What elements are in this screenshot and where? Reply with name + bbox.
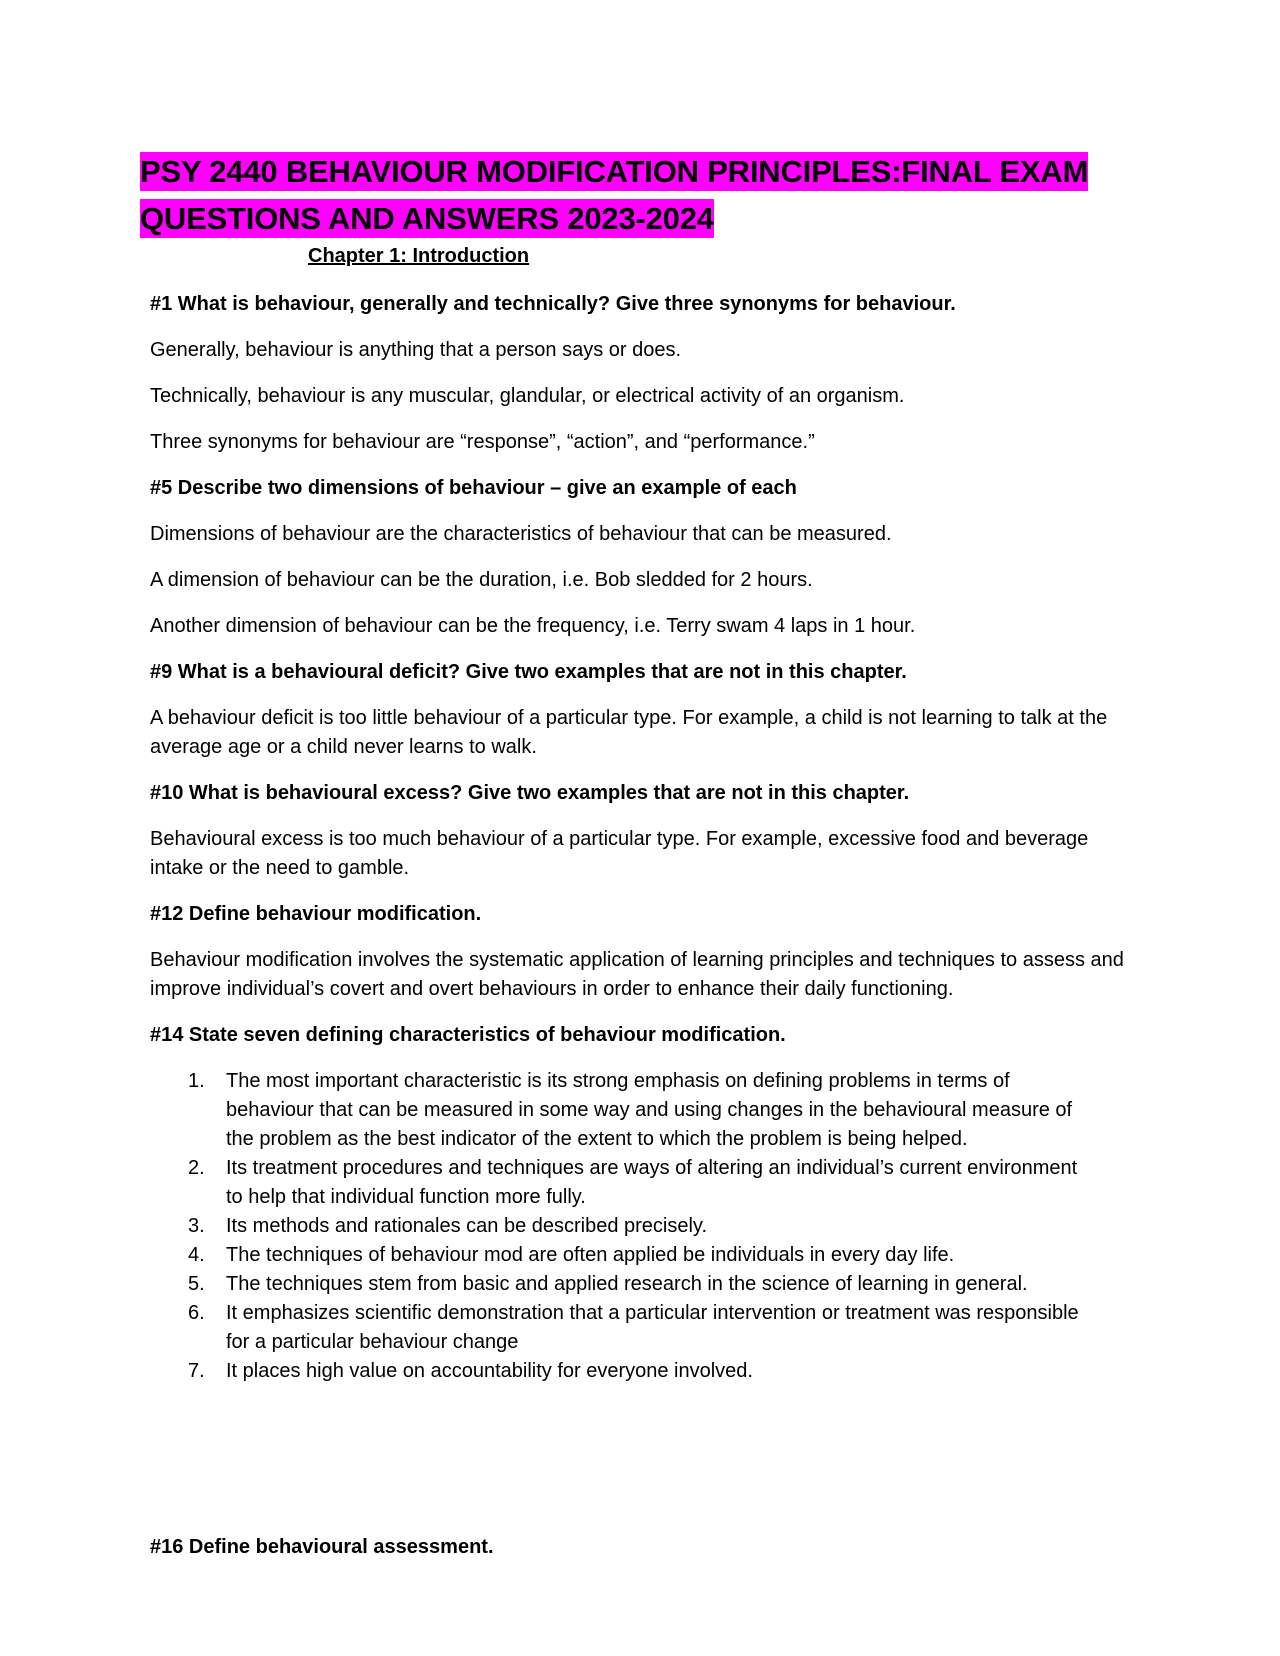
list-item xyxy=(150,1067,1086,1154)
answer-1-synonyms: Three synonyms for behaviour are “response”, “action”, and “performance.” xyxy=(150,431,815,453)
list-item-number: 6. xyxy=(188,1302,205,1324)
list-item-number: 3. xyxy=(188,1215,205,1237)
list-item xyxy=(150,1154,1086,1212)
answer-1-general: Generally, behaviour is anything that a person says or does. xyxy=(150,339,682,361)
question-5: #5 Describe two dimensions of behaviour – give an example of each xyxy=(150,477,797,499)
answer-12: Behaviour modification involves the systematic application of learning principles and techniques to assess and improve individual’s covert and overt behaviours in order to enhance their daily functioning. xyxy=(150,949,1124,1000)
chapter-heading: Chapter 1: Introduction xyxy=(308,245,530,267)
question-16: #16 Define behavioural assessment. xyxy=(150,1536,494,1558)
list-item-text: The techniques of behaviour mod are often applied be individuals in every day life. xyxy=(226,1244,955,1266)
list-item-number: 1. xyxy=(188,1070,205,1092)
list-item-number: 4. xyxy=(188,1244,205,1266)
document-title xyxy=(140,148,1150,242)
question-12: #12 Define behaviour modification. xyxy=(150,903,482,925)
title-highlight: PSY 2440 BEHAVIOUR MODIFICATION PRINCIPLES:FINAL EXAM QUESTIONS AND ANSWERS 2023-2024 xyxy=(140,154,1089,236)
list-item-number: 7. xyxy=(188,1360,205,1382)
list-item-text: Its methods and rationales can be described precisely. xyxy=(226,1215,708,1237)
list-item-text: The most important characteristic is its strong emphasis on defining problems in terms of behaviour that can be measured in some way and using changes in the behavioural measure of the problem as the best indicator of the extent to which the problem is being helped. xyxy=(226,1070,1073,1150)
list-item xyxy=(150,1299,1086,1357)
answer-10: Behavioural excess is too much behaviour of a particular type. For example, excessive food and beverage intake or the need to gamble. xyxy=(150,828,1089,879)
list-item-text: Its treatment procedures and techniques are ways of altering an individual’s current environment to help that individual function more fully. xyxy=(226,1157,1078,1208)
question-10: #10 What is behavioural excess? Give two examples that are not in this chapter. xyxy=(150,782,910,804)
answer-1-technical: Technically, behaviour is any muscular, glandular, or electrical activity of an organism. xyxy=(150,385,905,407)
list-item-text: The techniques stem from basic and applied research in the science of learning in general. xyxy=(226,1273,1028,1295)
question-9: #9 What is a behavioural deficit? Give two examples that are not in this chapter. xyxy=(150,661,907,683)
question-14: #14 State seven defining characteristics of behaviour modification. xyxy=(150,1024,786,1046)
document-body xyxy=(150,290,1140,1386)
list-item-number: 2. xyxy=(188,1157,205,1179)
list-item xyxy=(150,1241,1086,1270)
answer-9: A behaviour deficit is too little behaviour of a particular type. For example, a child is not learning to talk at the average age or a child never learns to walk. xyxy=(150,707,1108,758)
list-item xyxy=(150,1270,1086,1299)
question-1: #1 What is behaviour, generally and technically? Give three synonyms for behaviour. xyxy=(150,293,956,315)
answer-5-definition: Dimensions of behaviour are the characteristics of behaviour that can be measured. xyxy=(150,523,892,545)
answer-5-duration: A dimension of behaviour can be the duration, i.e. Bob sledded for 2 hours. xyxy=(150,569,813,591)
characteristics-list xyxy=(150,1067,1140,1386)
list-item-text: It places high value on accountability for everyone involved. xyxy=(226,1360,753,1382)
answer-5-frequency: Another dimension of behaviour can be the frequency, i.e. Terry swam 4 laps in 1 hour. xyxy=(150,615,916,637)
list-item-text: It emphasizes scientific demonstration that a particular intervention or treatment was responsible for a particular behaviour change xyxy=(226,1302,1079,1353)
list-item xyxy=(150,1212,1086,1241)
list-item-number: 5. xyxy=(188,1273,205,1295)
list-item xyxy=(150,1357,1086,1386)
